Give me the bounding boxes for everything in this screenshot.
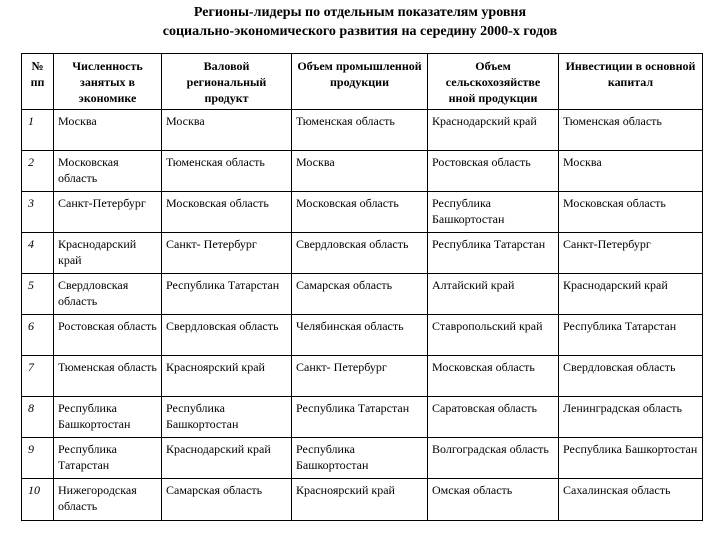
table-cell: Республика Татарстан [54,438,162,479]
table-cell: Свердловская область [292,233,428,274]
table-cell: Республика Башкортостан [559,438,703,479]
table-cell: Нижегородская область [54,479,162,521]
table-cell: Москва [559,151,703,192]
table-cell: Свердловская область [559,356,703,397]
table-cell: Республика Татарстан [292,397,428,438]
table-cell: Краснодарский край [162,438,292,479]
table-cell: Ростовская область [428,151,559,192]
table-cell: Самарская область [292,274,428,315]
table-cell: Москва [54,110,162,151]
table-cell: Тюменская область [292,110,428,151]
table-cell: Санкт- Петербург [292,356,428,397]
table-cell: Челябинская область [292,315,428,356]
table-cell: Московская область [292,192,428,233]
table-cell: Ставропольский край [428,315,559,356]
row-number: 3 [22,192,54,233]
row-number: 7 [22,356,54,397]
table-cell: Москва [162,110,292,151]
page-title [0,3,720,41]
table-row [22,110,703,151]
header-industrial-output: Объем промышленной продукции [292,54,428,110]
table-cell: Саратовская область [428,397,559,438]
table-row [22,274,703,315]
table-cell: Тюменская область [54,356,162,397]
row-number: 2 [22,151,54,192]
table-row [22,233,703,274]
table-cell: Самарская область [162,479,292,521]
table-cell: Санкт- Петербург [162,233,292,274]
title-line-2: социально-экономического развития на середину 2000-х годов [162,24,558,39]
table-cell: Краснодарский край [54,233,162,274]
header-investments: Инвестиции в основной капитал [559,54,703,110]
table-cell: Московская область [559,192,703,233]
table-row [22,438,703,479]
table-cell: Республика Татарстан [559,315,703,356]
row-number: 5 [22,274,54,315]
table-cell: Краснодарский край [428,110,559,151]
table-cell: Республика Татарстан [162,274,292,315]
table-cell: Республика Башкортостан [162,397,292,438]
table-cell: Республика Башкортостан [54,397,162,438]
table-row [22,356,703,397]
row-number: 8 [22,397,54,438]
row-number: 4 [22,233,54,274]
header-number: № пп [22,54,54,110]
title-line-1: Регионы-лидеры по отдельным показателям уровня [193,5,527,20]
table-cell: Санкт-Петербург [559,233,703,274]
table-row [22,397,703,438]
table-row [22,192,703,233]
table-cell: Тюменская область [162,151,292,192]
header-grp: Валовой региональный продукт [162,54,292,110]
table-cell: Ростовская область [54,315,162,356]
table-row [22,479,703,521]
table-cell: Ленинградская область [559,397,703,438]
table-cell: Волгоградская область [428,438,559,479]
table-cell: Тюменская область [559,110,703,151]
table-cell: Москва [292,151,428,192]
table-row [22,151,703,192]
row-number: 6 [22,315,54,356]
table-cell: Московская область [54,151,162,192]
row-number: 9 [22,438,54,479]
table-cell: Республика Башкортостан [292,438,428,479]
table-row [22,315,703,356]
table-cell: Омская область [428,479,559,521]
table-cell: Санкт-Петербург [54,192,162,233]
table-cell: Республика Башкортостан [428,192,559,233]
table-cell: Республика Татарстан [428,233,559,274]
header-agricultural-output: Объем сельскохозяйстве нной продукции [428,54,559,110]
table-cell: Московская область [162,192,292,233]
table-cell: Красноярский край [162,356,292,397]
table-cell: Сахалинская область [559,479,703,521]
table-cell: Свердловская область [54,274,162,315]
regions-table [21,53,703,521]
table-header-row [22,54,703,110]
row-number: 10 [22,479,54,521]
row-number: 1 [22,110,54,151]
header-employment: Численность занятых в экономике [54,54,162,110]
table-cell: Краснодарский край [559,274,703,315]
table-cell: Алтайский край [428,274,559,315]
table-cell: Свердловская область [162,315,292,356]
table-cell: Красноярский край [292,479,428,521]
table-cell: Московская область [428,356,559,397]
